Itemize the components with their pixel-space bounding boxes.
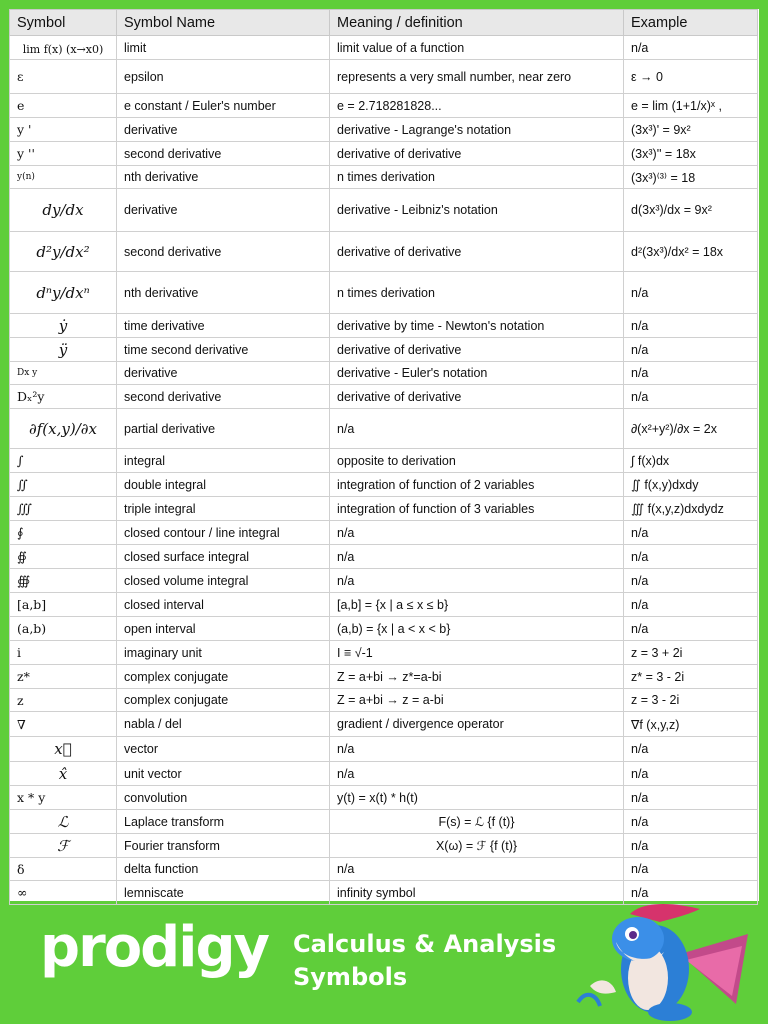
- meaning-cell: (a,b) = {x | a < x < b}: [330, 617, 624, 641]
- table-row: [10, 834, 758, 858]
- meaning-cell: n times derivation: [330, 166, 624, 189]
- example-cell: z = 3 - 2i: [624, 689, 758, 712]
- name-cell: nabla / del: [117, 712, 330, 737]
- name-cell: closed interval: [117, 593, 330, 617]
- meaning-cell: derivative of derivative: [330, 338, 624, 362]
- meaning-cell: integration of function of 3 variables: [330, 497, 624, 521]
- symbol-cell: ẏ: [10, 314, 117, 338]
- example-cell: n/a: [624, 545, 758, 569]
- name-cell: partial derivative: [117, 409, 330, 449]
- name-cell: Fourier transform: [117, 834, 330, 858]
- example-cell: n/a: [624, 272, 758, 314]
- name-cell: second derivative: [117, 385, 330, 409]
- meaning-cell: derivative of derivative: [330, 385, 624, 409]
- example-cell: n/a: [624, 385, 758, 409]
- name-cell: open interval: [117, 617, 330, 641]
- meaning-cell: Z = a+bi → z = a-bi: [330, 689, 624, 712]
- meaning-cell: represents a very small number, near zero: [330, 60, 624, 94]
- example-cell: ∬ f(x,y)dxdy: [624, 473, 758, 497]
- symbol-cell: ∇: [10, 712, 117, 737]
- symbol-cell: x⃗: [10, 737, 117, 762]
- header-example: Example: [624, 10, 758, 36]
- name-cell: complex conjugate: [117, 665, 330, 689]
- table-row: [10, 545, 758, 569]
- meaning-cell: limit value of a function: [330, 36, 624, 60]
- example-cell: n/a: [624, 362, 758, 385]
- meaning-cell: derivative - Leibniz's notation: [330, 189, 624, 232]
- symbol-cell: x * y: [10, 786, 117, 810]
- symbol-cell: ∫: [10, 449, 117, 473]
- example-cell: n/a: [624, 338, 758, 362]
- name-cell: e constant / Euler's number: [117, 94, 330, 118]
- table-row: [10, 362, 758, 385]
- symbol-cell: e: [10, 94, 117, 118]
- meaning-cell: n/a: [330, 409, 624, 449]
- symbol-cell: dⁿy/dxⁿ: [10, 272, 117, 314]
- name-cell: delta function: [117, 858, 330, 881]
- name-cell: time derivative: [117, 314, 330, 338]
- page-title-line2: Symbols: [293, 963, 408, 991]
- meaning-cell: y(t) = x(t) * h(t): [330, 786, 624, 810]
- example-cell: n/a: [624, 881, 758, 905]
- table-row: [10, 569, 758, 593]
- name-cell: triple integral: [117, 497, 330, 521]
- meaning-cell: n/a: [330, 545, 624, 569]
- page-title: [293, 928, 556, 994]
- table-row: [10, 449, 758, 473]
- name-cell: limit: [117, 36, 330, 60]
- header-symbol: Symbol: [10, 10, 117, 36]
- example-cell: n/a: [624, 521, 758, 545]
- symbol-cell: ℒ: [10, 810, 117, 834]
- example-cell: ∇f (x,y,z): [624, 712, 758, 737]
- name-cell: closed surface integral: [117, 545, 330, 569]
- table-row: [10, 409, 758, 449]
- header-symbol-name: Symbol Name: [117, 10, 330, 36]
- meaning-cell: derivative - Lagrange's notation: [330, 118, 624, 142]
- name-cell: epsilon: [117, 60, 330, 94]
- example-cell: z = 3 + 2i: [624, 641, 758, 665]
- example-cell: n/a: [624, 786, 758, 810]
- meaning-cell: n times derivation: [330, 272, 624, 314]
- example-cell: ∂(x²+y²)/∂x = 2x: [624, 409, 758, 449]
- name-cell: Laplace transform: [117, 810, 330, 834]
- table-row: [10, 385, 758, 409]
- symbol-cell: Dx y: [10, 362, 117, 385]
- name-cell: double integral: [117, 473, 330, 497]
- symbol-cell: x̂: [10, 762, 117, 786]
- meaning-cell: derivative by time - Newton's notation: [330, 314, 624, 338]
- name-cell: convolution: [117, 786, 330, 810]
- example-cell: n/a: [624, 810, 758, 834]
- name-cell: nth derivative: [117, 166, 330, 189]
- table-row: [10, 338, 758, 362]
- name-cell: time second derivative: [117, 338, 330, 362]
- example-cell: n/a: [624, 569, 758, 593]
- meaning-cell: derivative of derivative: [330, 142, 624, 166]
- symbol-cell: Dₓ²y: [10, 385, 117, 409]
- meaning-cell: F(s) = ℒ {f (t)}: [330, 810, 624, 834]
- dragon-mascot-icon: [560, 894, 750, 1022]
- example-cell: ε → 0: [624, 60, 758, 94]
- symbol-cell: ℱ: [10, 834, 117, 858]
- table-row: [10, 118, 758, 142]
- name-cell: second derivative: [117, 232, 330, 272]
- table-row: [10, 712, 758, 737]
- name-cell: lemniscate: [117, 881, 330, 905]
- meaning-cell: X(ω) = ℱ {f (t)}: [330, 834, 624, 858]
- table-row: [10, 314, 758, 338]
- meaning-cell: integration of function of 2 variables: [330, 473, 624, 497]
- meaning-cell: e = 2.718281828...: [330, 94, 624, 118]
- table-row: [10, 689, 758, 712]
- meaning-cell: Z = a+bi → z*=a-bi: [330, 665, 624, 689]
- example-cell: (3x³)⁽³⁾ = 18: [624, 166, 758, 189]
- table-row: [10, 858, 758, 881]
- example-cell: n/a: [624, 858, 758, 881]
- table-row: [10, 94, 758, 118]
- table-row: [10, 737, 758, 762]
- name-cell: closed contour / line integral: [117, 521, 330, 545]
- symbol-cell: (a,b): [10, 617, 117, 641]
- meaning-cell: I ≡ √-1: [330, 641, 624, 665]
- symbol-cell: y ': [10, 118, 117, 142]
- example-cell: d(3x³)/dx = 9x²: [624, 189, 758, 232]
- name-cell: unit vector: [117, 762, 330, 786]
- table-row: [10, 521, 758, 545]
- example-cell: n/a: [624, 762, 758, 786]
- example-cell: n/a: [624, 314, 758, 338]
- name-cell: complex conjugate: [117, 689, 330, 712]
- table-row: [10, 665, 758, 689]
- table-row: [10, 786, 758, 810]
- meaning-cell: derivative of derivative: [330, 232, 624, 272]
- table-row: [10, 641, 758, 665]
- meaning-cell: n/a: [330, 762, 624, 786]
- example-cell: ∫ f(x)dx: [624, 449, 758, 473]
- table-row: [10, 497, 758, 521]
- table-header-row: [10, 10, 758, 36]
- symbol-cell: dy/dx: [10, 189, 117, 232]
- table-row: [10, 36, 758, 60]
- symbol-cell: ∭: [10, 497, 117, 521]
- meaning-cell: gradient / divergence operator: [330, 712, 624, 737]
- name-cell: integral: [117, 449, 330, 473]
- symbol-cell: [a,b]: [10, 593, 117, 617]
- symbol-table-sheet: [9, 9, 759, 901]
- example-cell: e = lim (1+1/x)ˣ ,: [624, 94, 758, 118]
- symbol-cell: δ: [10, 858, 117, 881]
- symbol-cell: z: [10, 689, 117, 712]
- header-meaning: Meaning / definition: [330, 10, 624, 36]
- name-cell: vector: [117, 737, 330, 762]
- symbol-cell: y(n): [10, 166, 117, 189]
- name-cell: imaginary unit: [117, 641, 330, 665]
- example-cell: n/a: [624, 737, 758, 762]
- symbol-cell: ∰: [10, 569, 117, 593]
- example-cell: (3x³)'' = 18x: [624, 142, 758, 166]
- table-row: [10, 60, 758, 94]
- name-cell: derivative: [117, 118, 330, 142]
- table-row: [10, 473, 758, 497]
- meaning-cell: n/a: [330, 737, 624, 762]
- example-cell: n/a: [624, 834, 758, 858]
- meaning-cell: n/a: [330, 569, 624, 593]
- symbol-cell: ε: [10, 60, 117, 94]
- symbol-cell: ∮: [10, 521, 117, 545]
- meaning-cell: [a,b] = {x | a ≤ x ≤ b}: [330, 593, 624, 617]
- table-row: [10, 762, 758, 786]
- symbol-cell: d²y/dx²: [10, 232, 117, 272]
- table-row: [10, 189, 758, 232]
- example-cell: d²(3x³)/dx² = 18x: [624, 232, 758, 272]
- example-cell: n/a: [624, 36, 758, 60]
- symbol-cell: ∂f(x,y)/∂x: [10, 409, 117, 449]
- symbol-cell: y '': [10, 142, 117, 166]
- table-row: [10, 593, 758, 617]
- meaning-cell: n/a: [330, 858, 624, 881]
- example-cell: n/a: [624, 617, 758, 641]
- symbol-table: [9, 9, 758, 905]
- meaning-cell: opposite to derivation: [330, 449, 624, 473]
- example-cell: (3x³)' = 9x²: [624, 118, 758, 142]
- page-title-line1: Calculus & Analysis: [293, 930, 557, 958]
- meaning-cell: derivative - Euler's notation: [330, 362, 624, 385]
- name-cell: closed volume integral: [117, 569, 330, 593]
- symbol-cell: z*: [10, 665, 117, 689]
- symbol-cell: i: [10, 641, 117, 665]
- symbol-cell: ÿ: [10, 338, 117, 362]
- name-cell: derivative: [117, 189, 330, 232]
- meaning-cell: infinity symbol: [330, 881, 624, 905]
- symbol-cell: ∯: [10, 545, 117, 569]
- meaning-cell: n/a: [330, 521, 624, 545]
- table-row: [10, 810, 758, 834]
- symbol-cell: ∬: [10, 473, 117, 497]
- table-row: [10, 166, 758, 189]
- symbol-cell: lim f(x) (x→x0): [10, 36, 117, 60]
- prodigy-logo: prodigy: [40, 915, 269, 980]
- table-row: [10, 232, 758, 272]
- name-cell: derivative: [117, 362, 330, 385]
- example-cell: z* = 3 - 2i: [624, 665, 758, 689]
- example-cell: ∭ f(x,y,z)dxdydz: [624, 497, 758, 521]
- table-row: [10, 142, 758, 166]
- name-cell: second derivative: [117, 142, 330, 166]
- table-row: [10, 617, 758, 641]
- example-cell: n/a: [624, 593, 758, 617]
- name-cell: nth derivative: [117, 272, 330, 314]
- symbol-cell: ∞: [10, 881, 117, 905]
- table-row: [10, 272, 758, 314]
